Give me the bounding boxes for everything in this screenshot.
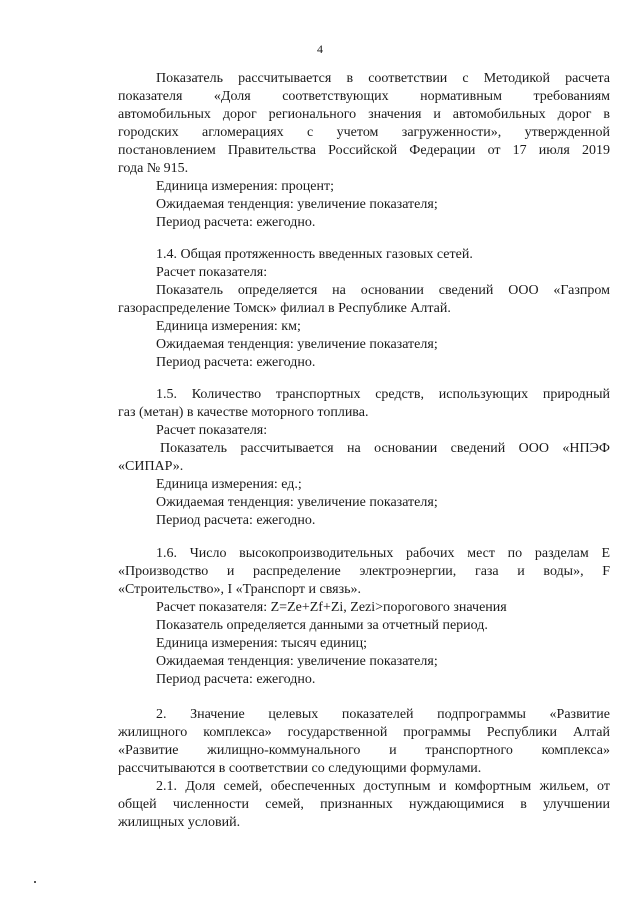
text-line: Период расчета: ежегодно. xyxy=(156,513,316,528)
text-line: «Развитие жилищно-коммунального и транспортного комплекса» xyxy=(118,743,610,758)
text-line: городских агломерациях с учетом загруженности», утвержденной xyxy=(118,125,610,140)
text-line: Ожидаемая тенденция: увеличение показателя; xyxy=(156,654,438,669)
text-line: Показатель рассчитывается в соответствии с Методикой расчета xyxy=(156,71,610,86)
section-heading: 1.6. Число высокопроизводительных рабочих мест по разделам Е xyxy=(156,546,610,561)
text-line: жилищного комплекса» государственной программы Республики Алтай xyxy=(118,725,610,740)
text-line: Ожидаемая тенденция: увеличение показателя; xyxy=(156,495,438,510)
text-line: Единица измерения: км; xyxy=(156,319,301,334)
text-line: Расчет показателя: xyxy=(156,423,268,438)
section-heading: 1.4. Общая протяженность введенных газовых сетей. xyxy=(156,247,473,262)
text-line: рассчитываются в соответствии со следующими формулами. xyxy=(118,761,482,776)
text-line: Период расчета: ежегодно. xyxy=(156,672,316,687)
section-heading: 1.5. Количество транспортных средств, использующих природный xyxy=(156,387,610,402)
text-line: Ожидаемая тенденция: увеличение показателя; xyxy=(156,197,438,212)
section-heading: 2. Значение целевых показателей подпрограммы «Развитие xyxy=(156,707,610,722)
text-line: Показатель определяется на основании сведений ООО «Газпром xyxy=(156,283,610,298)
text-line: показателя «Доля соответствующих нормативным требованиям xyxy=(118,89,610,104)
text-line: Единица измерения: ед.; xyxy=(156,477,302,492)
text-line: постановлением Правительства Российской Федерации от 17 июля 2019 xyxy=(118,143,610,158)
text-line: Единица измерения: тысяч единиц; xyxy=(156,636,368,651)
text-line: газораспределение Томск» филиал в Республике Алтай. xyxy=(118,301,451,316)
text-line: Период расчета: ежегодно. xyxy=(156,215,316,230)
text-line: «Производство и распределение электроэнергии, газа и воды», F xyxy=(118,564,610,579)
text-line: жилищных условий. xyxy=(118,815,241,830)
text-line: «СИПАР». xyxy=(118,459,184,474)
text-line: Период расчета: ежегодно. xyxy=(156,355,316,370)
text-line: Показатель определяется данными за отчетный период. xyxy=(156,618,488,633)
text-line: Ожидаемая тенденция: увеличение показателя; xyxy=(156,337,438,352)
section-heading: 2.1. Доля семей, обеспеченных доступным и комфортным жильем, от xyxy=(156,779,610,794)
text-line: Единица измерения: процент; xyxy=(156,179,334,194)
page-number: 4 xyxy=(317,42,323,56)
text-line: автомобильных дорог регионального значения и автомобильных дорог в xyxy=(118,107,610,122)
text-line: Показатель рассчитывается на основании сведений ООО «НПЭФ xyxy=(160,441,610,456)
text-line: Расчет показателя: xyxy=(156,265,268,280)
scan-speck xyxy=(34,881,36,883)
formula-line: Расчет показателя: Z=Ze+Zf+Zi, Zezi>порогового значения xyxy=(156,600,507,615)
text-line: общей численности семей, признанных нуждающимися в улучшении xyxy=(118,797,610,812)
text-line: «Строительство», I «Транспорт и связь». xyxy=(118,582,361,597)
text-line: газ (метан) в качестве моторного топлива. xyxy=(118,405,369,420)
text-line: года № 915. xyxy=(118,161,189,176)
